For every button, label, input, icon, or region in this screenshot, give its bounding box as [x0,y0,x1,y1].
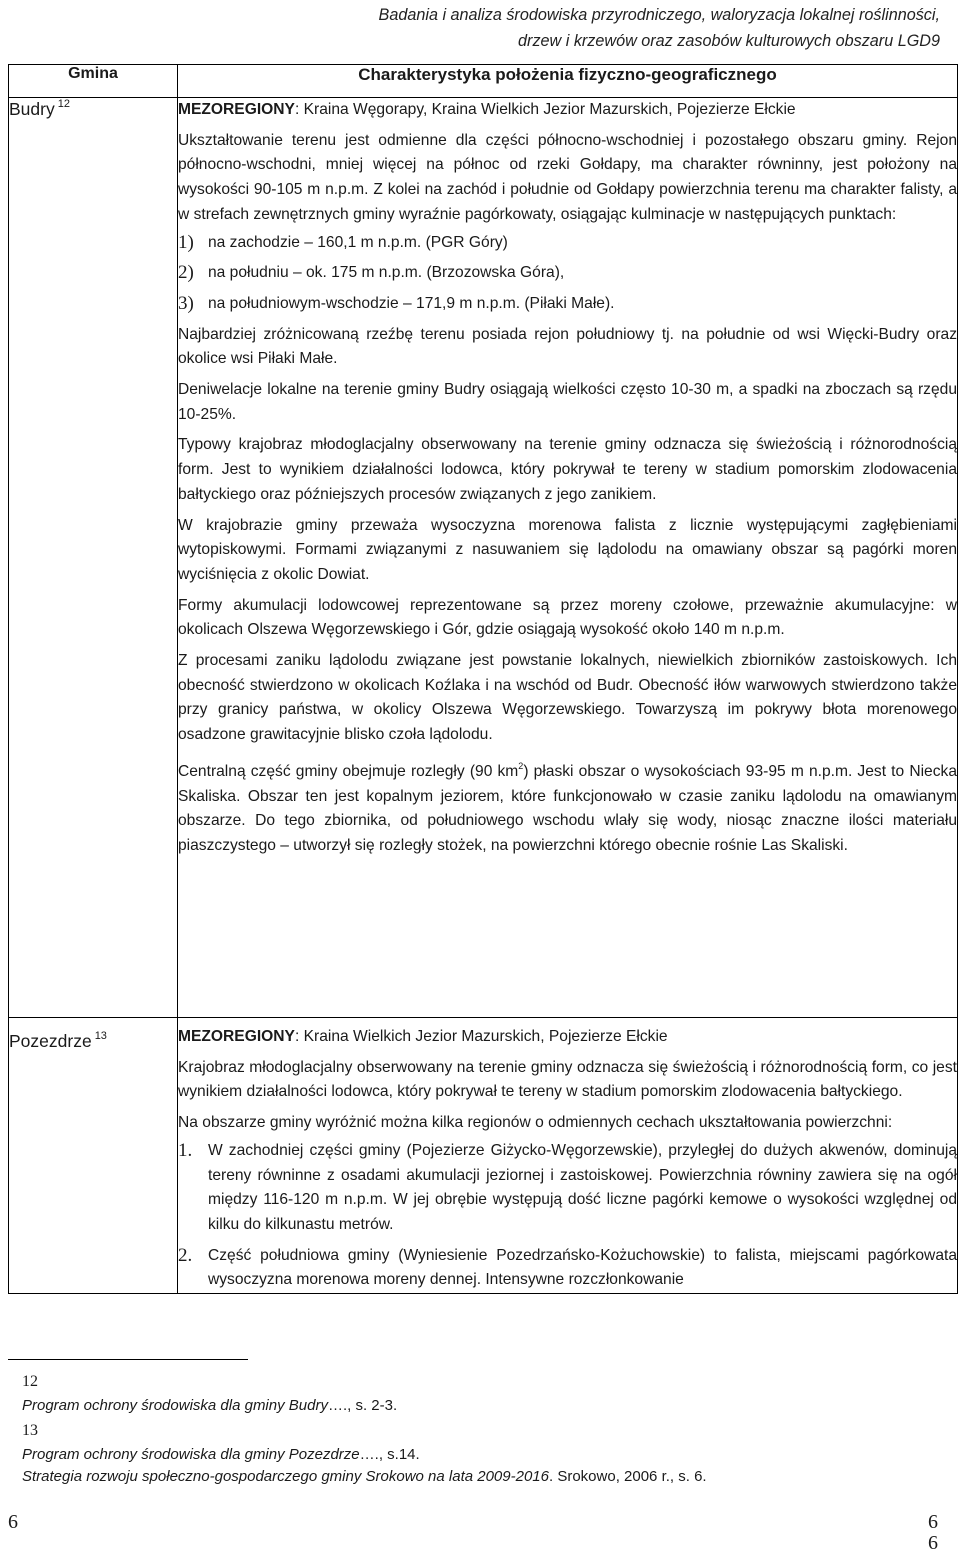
list-item: 2) na południu – ok. 175 m n.p.m. (Brzozowska Góra), [178,262,565,284]
footnote-ref: 13 [94,1030,107,1042]
list-item: 1) na zachodzie – 160,1 m n.p.m. (PGR Góry) [178,231,508,253]
page-number-right: 6 [928,1511,938,1533]
paragraph: Typowy krajobraz młodoglacjalny obserwowany na terenie gminy odznacza się świeżością i różnorodnością form. Jest to wynikiem działalności lodowca, który pokrywał te tereny w stadium pomorskim zlodowacenia bałtyckiego oraz późniejszych procesów związanych z jego zanikiem. [178,436,957,503]
paragraph: W krajobrazie gminy przeważa wysoczyzna morenowa falista z licznie występującymi zagłębieniami wytopiskowymi. Formami związanymi z nasuwaniem się lądolodu na omawiany obszar są pagórki moren wyciśnięcia z okolic Dowiat. [178,516,957,583]
header-line-2: drzew i krzewów oraz zasobów kulturowych obszaru LGD9 [518,32,940,50]
gmina-name: Budry [9,99,55,119]
list-item: 3) na południowym-wschodzie – 171,9 m n.p.m. (Piłaki Małe). [178,292,615,314]
footnote-12: Program ochrony środowiska dla gminy Budry…., s. 2-3. [22,1397,398,1414]
footnote-14: Strategia rozwoju społeczno-gospodarczego gminy Srokowo na lata 2009-2016. Srokowo, 2006 r., s. 6. [22,1468,707,1485]
column-header-gmina: Gmina [9,65,178,98]
paragraph: Z procesami zaniku lądolodu związane jest powstanie lokalnych, niewielkich zbiorników zastoiskowych. Ich obecność stwierdzono w okolicach Koźlaka i na wschód od Budr. Obecność iłów warwowych stwierdzono także przy granicy państwa, w okolicy Olszewa Węgorzewskiego. Towarzyszą im pokrywy błota morenowego osadzone grawitacyjnie blisko czoła lądolodu. [178,652,957,744]
mezoregions-line: MEZOREGIONY: Kraina Wielkich Jezior Mazurskich, Pojezierze Ełckie [178,1028,668,1045]
table-row-pozezdrze [9,1018,958,1294]
paragraph: Ukształtowanie terenu jest odmienne dla części północno-wschodniej i pozostałego obszaru gminy. Rejon północno-wschodni, mniej więcej na północ od rzeki Gołdapy, ma charakter równinny, jest położony na wysokości 90-105 m n.p.m. Z kolei na zachód i południe od Gołdapy powierzchnia terenu ma charakter falisty, a w strefach zewnętrznych gminy wyraźnie pagórkowaty, osiągając kulminacje w następujących punktach: [178,131,957,223]
column-header-characteristics: Charakterystyka położenia fizyczno-geograficznego [178,65,958,98]
gmina-cell-budry [9,98,178,1018]
footnote-13: Program ochrony środowiska dla gminy Pozezdrze…., s.14. [22,1446,420,1463]
footnote-number: 13 [22,1422,38,1439]
page-number-right: 6 [928,1532,938,1554]
paragraph: Na obszarze gminy wyróżnić można kilka regionów o odmiennych cechach ukształtowania powierzchni: [178,1114,893,1132]
mezoregions-line: MEZOREGIONY: Kraina Węgorapy, Kraina Wielkich Jezior Mazurskich, Pojezierze Ełckie [178,101,796,118]
footnote-separator [8,1359,248,1360]
characteristics-cell-pozezdrze [178,1018,958,1294]
paragraph: Deniwelacje lokalne na terenie gminy Budry osiągają wielkości często 10-30 m, a spadki na zboczach są rzędu 10-25%. [178,381,957,423]
characteristics-table [8,64,958,1294]
paragraph: Centralną część gminy obejmuje rozległy (90 $km^2$) płaski obszar o wysokościach 93-95 m n.p.m. Jest to Niecka Skaliska. Obszar ten jest kopalnym jeziorem, które funkcjonowało w czasie zaniku lądolodu na omawianym obszarze. Do tego zbiornika, od południowego wschodu wlały się wody, niosąc znaczne ilości materiału piaszczystego – utworzył się rozległy stożek, na powierzchni którego obecnie rośnie Las Skaliski. [178,760,957,854]
gmina-cell-pozezdrze [9,1018,178,1294]
characteristics-cell-budry [178,98,958,1018]
gmina-name: Pozezdrze [9,1031,92,1051]
paragraph: Formy akumulacji lodowcowej reprezentowane są przez moreny czołowe, przeważnie akumulacyjne: w okolicach Olszewa Węgorzewskiego i Gór, gdzie osiągają wysokość około 140 m n.p.m. [178,596,957,639]
running-header [240,2,940,54]
page-number-left: 6 [8,1511,18,1533]
paragraph: Krajobraz młodoglacjalny obserwowany na terenie gminy odznacza się świeżością i różnorodnością form, co jest wynikiem działalności lodowca, który pokrywał te tereny w stadium pomorskim zlodowacenia bałtyckiego. [178,1058,957,1101]
paragraph: Najbardziej zróżnicowaną rzeźbę terenu posiada rejon południowy tj. na południe od wsi Więcki-Budry oraz okolice wsi Piłaki Małe. [178,325,957,368]
table-row-budry [9,98,958,1018]
list-item: 2. Część południowa gminy (Wyniesienie Pozedrzańsko-Kożuchowskie) to falista, miejscami pagórkowata wysoczyzna morenowa moreny dennej. Intensywne rozczłonkowanie [178,1244,957,1289]
header-line-1: Badania i analiza środowiska przyrodniczego, waloryzacja lokalnej roślinności, [378,6,940,24]
list-item: 1. W zachodniej części gminy (Pojezierze Giżycko-Węgorzewskie), przyległej do dużych akwenów, dominują tereny równinne z osadami akumulacji jeziornej i zastoiskowej. Powierzchnia równiny zawiera się na ogół między 116-120 m n.p.m. W jej obrębie występują dość liczne pagórki kemowe o wysokości względnej od kilku do kilkunastu metrów. [178,1139,957,1233]
footnote-ref: 12 [57,98,70,110]
footnote-number: 12 [22,1373,38,1390]
table-header-row [9,65,958,98]
